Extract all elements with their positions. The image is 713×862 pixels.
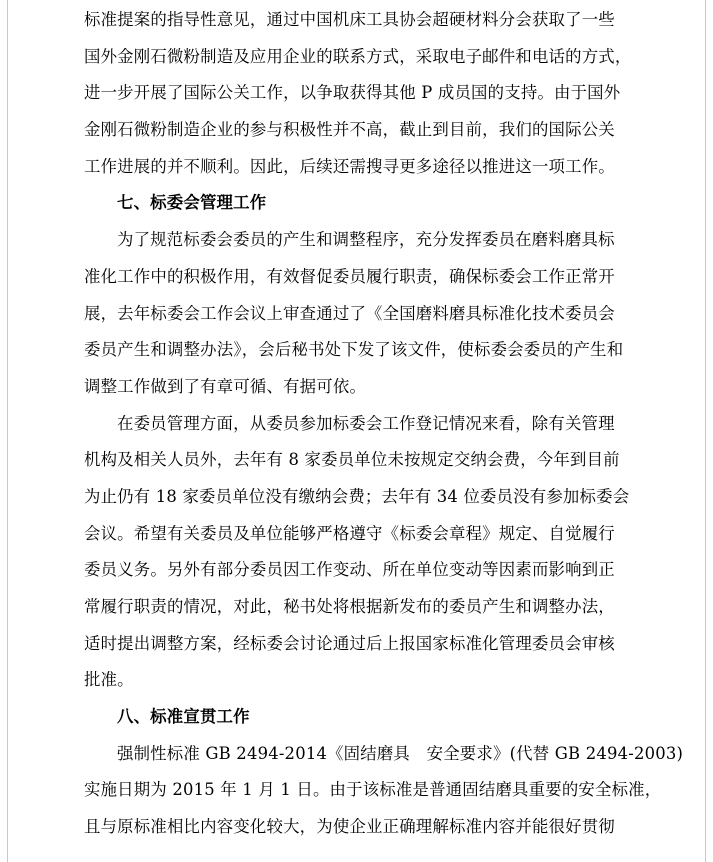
text-line: 适时提出调整方案，经标委会讨论通过后上报国家标准化管理委员会审核 [84, 633, 615, 653]
text-line: 进一步开展了国际公关工作，以争取获得其他 P 成员国的支持。由于国外 [84, 83, 621, 103]
text-line: 标准提案的指导性意见，通过中国机床工具协会超硬材料分会获取了一些 [84, 10, 615, 29]
text-line: 实施日期为 2015 年 1 月 1 日。由于该标准是普通固结磨具重要的安全标准， [84, 780, 662, 800]
text-line: 常履行职责的情况，对此，秘书处将根据新发布的委员产生和调整办法， [84, 597, 615, 616]
text-line: 且与原标准相比内容变化较大，为使企业正确理解标准内容并能很好贯彻 [84, 817, 615, 837]
text-line: 委员产生和调整办法》，会后秘书处下发了该文件，使标委会委员的产生和 [84, 340, 624, 360]
text-line: 调整工作做到了有章可循、有据可依。 [84, 376, 367, 396]
text-line: 批准。 [84, 670, 134, 690]
text-line: 国外金刚石微粉制造及应用企业的联系方式，采取电子邮件和电话的方式， [84, 46, 632, 66]
document-body [84, 2, 684, 846]
paragraph-start: 为了规范标委会委员的产生和调整程序，充分发挥委员在磨料磨具标 [117, 230, 615, 250]
text-line: 会议。希望有关委员及单位能够严格遵守《标委会章程》规定、自觉履行 [84, 523, 615, 543]
text-line: 工作进展的并不顺利。因此，后续还需搜寻更多途径以推进这一项工作。 [84, 156, 615, 176]
paragraph-start: 在委员管理方面，从委员参加标委会工作登记情况来看，除有关管理 [117, 413, 615, 433]
section-heading-7: 七、标委会管理工作 [117, 193, 267, 213]
text-line: 准化工作中的积极作用，有效督促委员履行职责，确保标委会工作正常开 [84, 266, 615, 286]
text-line: 机构及相关人员外，去年有 8 家委员单位未按规定交纳会费，今年到目前 [84, 450, 620, 470]
text-line: 金刚石微粉制造企业的参与积极性并不高，截止到目前，我们的国际公关 [84, 120, 615, 140]
text-line: 为止仍有 18 家委员单位没有缴纳会费；去年有 34 位委员没有参加标委会 [84, 486, 630, 506]
text-line: 展，去年标委会工作会议上审查通过了《全国磨料磨具标准化技术委员会 [84, 303, 615, 323]
section-heading-8: 八、标准宣贯工作 [117, 707, 250, 727]
page-right-border [705, 0, 706, 862]
text-line: 委员义务。另外有部分委员因工作变动、所在单位变动等因素而影响到正 [84, 560, 615, 580]
paragraph-start: 强制性标准 GB 2494-2014《固结磨具 安全要求》(代替 GB 2494-2003) [117, 743, 684, 763]
page-left-border [7, 0, 8, 862]
